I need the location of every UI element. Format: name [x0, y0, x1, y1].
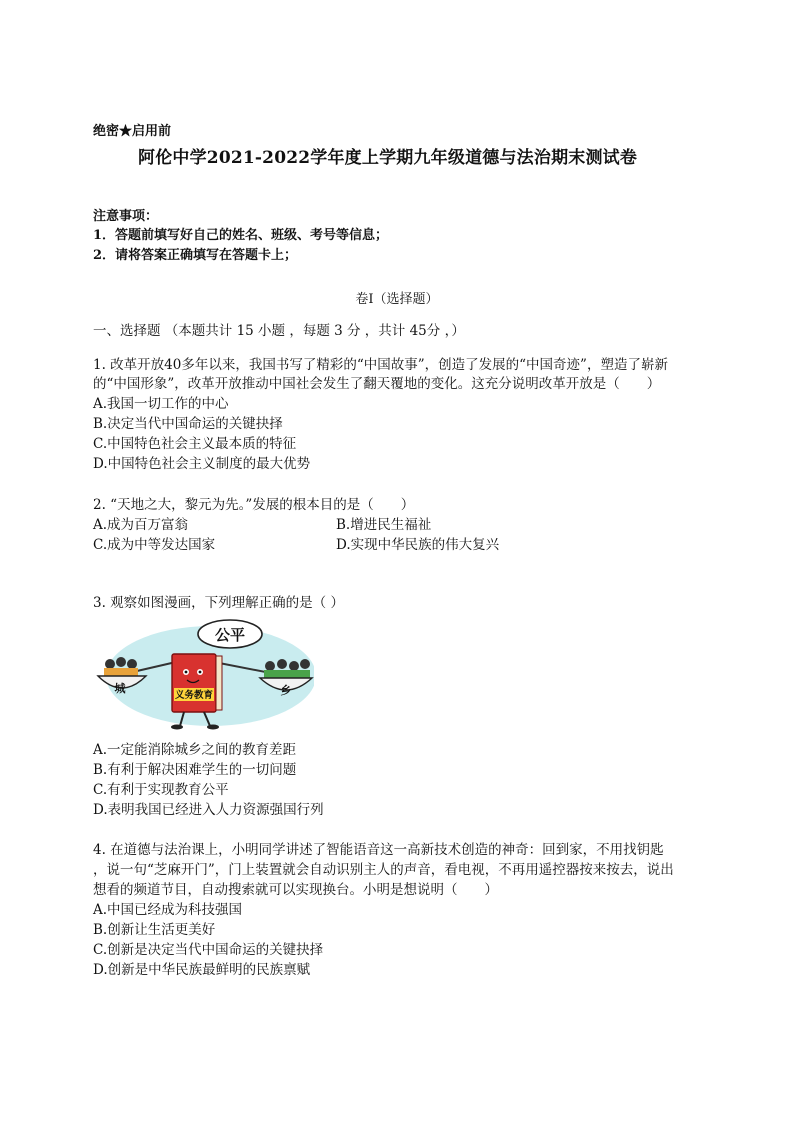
notice-item-2: 2．请将答案正确填写在答题卡上；: [93, 248, 298, 263]
question-4-option-c: C.创新是决定当代中国命运的关键抉择: [93, 942, 324, 958]
question-3-option-d: D.表明我国已经进入人力资源强国行列: [93, 802, 324, 818]
question-1-line-1: 1. 改革开放40多年以来，我国书写了精彩的“中国故事”，创造了发展的“中国奇迹”，塑造了崭新: [93, 357, 668, 373]
question-3-option-c: C.有利于实现教育公平: [93, 782, 229, 798]
question-1-option-b: B.决定当代中国命运的关键抉择: [93, 416, 283, 432]
left-bowl-label: 城: [114, 682, 126, 695]
question-2-option-d: D.实现中华民族的伟大复兴: [336, 537, 500, 553]
question-4-option-d: D.创新是中华民族最鲜明的民族禀赋: [93, 962, 311, 978]
left-kid-head: [127, 659, 137, 669]
question-3-option-b: B.有利于解决困难学生的一切问题: [93, 762, 297, 778]
book-pupil: [185, 671, 188, 674]
question-2-option-a: A.成为百万富翁: [93, 517, 189, 533]
question-4-option-a: A.中国已经成为科技强国: [93, 902, 243, 918]
question-1-option-d: D.中国特色社会主义制度的最大优势: [93, 456, 311, 472]
right-kid-head: [265, 661, 275, 671]
notice-heading: 注意事项：: [93, 209, 159, 224]
question-3-option-a: A.一定能消除城乡之间的教育差距: [93, 742, 297, 758]
section-title: 卷I（选择题）: [355, 292, 439, 307]
question-4-option-b: B.创新让生活更美好: [93, 922, 216, 938]
bubble-text: 公平: [214, 626, 246, 644]
book-pages: [216, 656, 222, 710]
notice-item-1: 1．答题前填写好自己的姓名、班级、考号等信息；: [93, 228, 389, 243]
right-kid-head: [300, 659, 310, 669]
question-2-option-b: B.增进民生福祉: [336, 517, 432, 533]
exam-title: 阿伦中学2021-2022学年度上学期九年级道德与法治期末测试卷: [138, 148, 638, 168]
question-4-line-3: 想看的频道节目，自动搜索就可以实现换台。小明是想说明（ ）: [93, 882, 498, 898]
left-kids-bodies: [104, 668, 138, 676]
question-2-line-1: 2. “天地之大，黎元为先。”发展的根本目的是（ ）: [93, 497, 415, 513]
right-kids-bodies: [264, 670, 310, 678]
question-3-line-1: 3. 观察如图漫画，下列理解正确的是（ ）: [93, 595, 344, 611]
book-pupil: [199, 671, 202, 674]
confidential-mark: 绝密★启用前: [93, 124, 172, 139]
question-4-line-2: ，说一句“芝麻开门”，门上装置就会自动识别主人的声音，看电视，不再用遥控器按来按去，说出: [93, 862, 674, 878]
question-4-line-1: 4. 在道德与法治课上，小明同学讲述了智能语音这一高新技术创造的神奇：回到家，不用找钥匙: [93, 842, 664, 858]
right-bowl-label: 乡: [280, 684, 292, 697]
left-kid-head: [116, 657, 126, 667]
question-2-option-c: C.成为中等发达国家: [93, 537, 216, 553]
book-foot: [171, 725, 183, 730]
question-1-option-c: C.中国特色社会主义最本质的特征: [93, 436, 297, 452]
question-1-option-a: A.我国一切工作的中心: [93, 396, 229, 412]
right-kid-head: [289, 661, 299, 671]
right-kid-head: [277, 659, 287, 669]
question-1-line-2: 的“中国形象”，改革开放推动中国社会发生了翻天覆地的变化。这充分说明改革开放是（ ）: [93, 376, 661, 392]
left-kid-head: [105, 659, 115, 669]
cartoon-image: [96, 618, 314, 730]
book-label: 义务教育: [174, 690, 214, 701]
book-foot: [207, 725, 219, 730]
part-heading: 一、选择题 （本题共计 15 小题 ，每题 3 分 ，共计 45分 ，）: [93, 323, 465, 339]
